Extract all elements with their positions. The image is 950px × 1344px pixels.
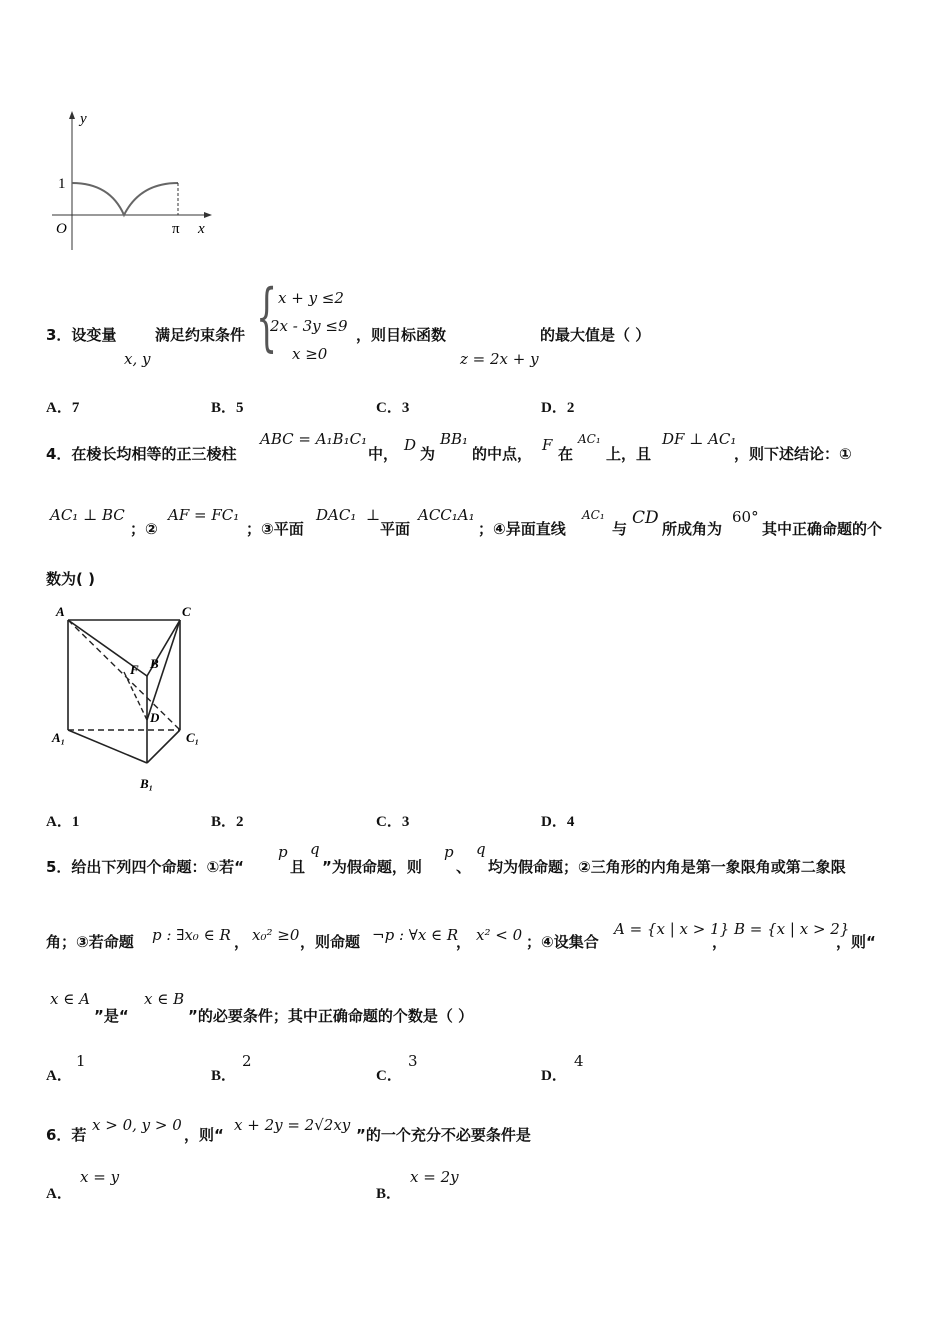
q5-option-c-label[interactable]: C． bbox=[376, 1068, 402, 1084]
q5-x-squared: x² < 0 bbox=[476, 926, 523, 944]
q5-q2: q bbox=[476, 840, 486, 858]
q5-q: q bbox=[310, 840, 320, 858]
q5-p2: p bbox=[444, 843, 454, 861]
q4-segment-bb1: BB₁ bbox=[440, 430, 469, 448]
tick-one: 1 bbox=[58, 176, 66, 192]
q4-text-2: 中， bbox=[368, 445, 399, 463]
y-axis-label: y bbox=[80, 111, 87, 127]
q5-text-3: ”为假命题，则 bbox=[322, 858, 422, 876]
q3-number-text: 3．设变量 bbox=[46, 326, 117, 344]
q4-text-1: 4．在棱长均相等的正三棱柱 bbox=[46, 445, 237, 463]
x-axis-label: x bbox=[198, 221, 205, 237]
q4-option-c[interactable]: C．3 bbox=[376, 814, 410, 830]
q4-text-13: 所成角为 bbox=[662, 520, 723, 538]
q4-angle-60: 60° bbox=[732, 508, 759, 526]
q4-prism-name: ABC = A₁B₁C₁ bbox=[260, 430, 368, 448]
q4-option-d[interactable]: D．4 bbox=[541, 814, 575, 830]
vertex-b: B bbox=[150, 656, 159, 671]
q5-x-in-b: x ∈ B bbox=[144, 990, 185, 1008]
q5-p: p bbox=[278, 843, 288, 861]
q5-set-b: B = {x | x > 2} bbox=[734, 920, 850, 938]
q5-line2-b: ， bbox=[234, 933, 250, 951]
function-graph bbox=[40, 105, 220, 255]
q5-x0-squared: x₀² ≥0 bbox=[252, 926, 300, 944]
q3-option-d[interactable]: D．2 bbox=[541, 400, 575, 416]
q4-perp-condition: DF ⊥ AC₁ bbox=[662, 430, 737, 448]
q5-line2-g: ，则“ bbox=[836, 933, 876, 951]
q5-line3-a: ”是“ bbox=[94, 1007, 129, 1025]
q4-text-14: 其中正确命题的个 bbox=[762, 520, 883, 538]
q6-option-b-label[interactable]: B． bbox=[376, 1186, 402, 1202]
q3-option-a[interactable]: A．7 bbox=[46, 400, 80, 416]
q5-prop-p: p : ∃x₀ ∈ R bbox=[152, 926, 231, 944]
q4-text-7: ，则下述结论：① bbox=[734, 445, 852, 463]
q5-line3-b: ”的必要条件；其中正确命题的个数是（ ） bbox=[188, 1007, 474, 1025]
q4-perp-symbol: ⊥ bbox=[366, 506, 381, 524]
q5-line2-c: ，则命题 bbox=[300, 933, 361, 951]
q5-line2-a: 角；③若命题 bbox=[46, 933, 134, 951]
q5-line2-f: ， bbox=[712, 933, 728, 951]
origin-label: O bbox=[56, 221, 67, 237]
q5-text-1: 5．给出下列四个命题：①若“ bbox=[46, 858, 244, 876]
q4-option-a[interactable]: A．1 bbox=[46, 814, 80, 830]
q4-text-10: 平面 bbox=[380, 520, 411, 538]
vertex-c: C bbox=[182, 604, 191, 619]
q5-text-2: 且 bbox=[290, 858, 306, 876]
q6-text-2: ，则“ bbox=[184, 1126, 224, 1144]
constraint-3: x ≥0 bbox=[292, 345, 328, 363]
q3-mid2-text: ，则目标函数 bbox=[356, 326, 447, 344]
q5-text-4: 、 bbox=[456, 858, 472, 876]
q5-text-5: 均为假命题；②三角形的内角是第一象限角或第二象限 bbox=[488, 858, 846, 876]
q5-line2-e: ；④设集合 bbox=[526, 933, 599, 951]
vertex-b1: B₁ bbox=[140, 776, 154, 791]
q4-text-5: 在 bbox=[558, 445, 574, 463]
prism-figure bbox=[46, 600, 216, 795]
q5-option-a-label[interactable]: A． bbox=[46, 1068, 72, 1084]
q5-option-c-value[interactable]: 3 bbox=[408, 1052, 418, 1070]
q5-line2-d: ， bbox=[456, 933, 472, 951]
q5-x-in-a: x ∈ A bbox=[50, 990, 90, 1008]
q4-line-ac1: AC₁ bbox=[582, 508, 605, 522]
vertex-a: A bbox=[56, 604, 65, 619]
tick-pi: π bbox=[172, 221, 180, 237]
q4-option-b[interactable]: B．2 bbox=[211, 814, 244, 830]
q4-plane-acc1a1: ACC₁A₁ bbox=[418, 506, 475, 524]
q5-option-d-value[interactable]: 4 bbox=[574, 1052, 584, 1070]
q3-option-b[interactable]: B．5 bbox=[211, 400, 244, 416]
q6-text-3: ”的一个充分不必要条件是 bbox=[356, 1126, 531, 1144]
objective-function: z = 2x + y bbox=[460, 350, 539, 368]
q4-text-8: ；② bbox=[130, 520, 158, 538]
q6-option-b-value[interactable]: x = 2y bbox=[410, 1168, 459, 1186]
q5-option-d-label[interactable]: D． bbox=[541, 1068, 567, 1084]
q4-text-12: 与 bbox=[612, 520, 628, 538]
q4-text-4: 的中点， bbox=[472, 445, 533, 463]
q6-condition: x > 0, y > 0 bbox=[92, 1116, 182, 1134]
q4-point-d: D bbox=[404, 436, 417, 454]
vertex-c1: C₁ bbox=[186, 730, 200, 745]
q6-text-1: 6．若 bbox=[46, 1126, 87, 1144]
q4-text-11: ；④异面直线 bbox=[478, 520, 566, 538]
q3-vars: x, y bbox=[124, 350, 151, 368]
constraint-2: 2x - 3y ≤9 bbox=[270, 317, 348, 335]
q6-option-a-value[interactable]: x = y bbox=[80, 1168, 120, 1186]
q5-set-a: A = {x | x > 1} bbox=[614, 920, 730, 938]
q6-option-a-label[interactable]: A． bbox=[46, 1186, 72, 1202]
q3-tail-text: 的最大值是（ ） bbox=[540, 326, 651, 344]
q4-text-3: 为 bbox=[420, 445, 436, 463]
q5-option-a-value[interactable]: 1 bbox=[76, 1052, 86, 1070]
q4-plane-dac1: DAC₁ bbox=[316, 506, 357, 524]
q5-neg-p: ¬p : ∀x ∈ R bbox=[372, 926, 459, 944]
q5-option-b-label[interactable]: B． bbox=[211, 1068, 237, 1084]
q6-equation: x + 2y = 2√2xy bbox=[234, 1116, 351, 1134]
left-brace: { bbox=[256, 274, 278, 360]
q4-text-15: 数为( ) bbox=[46, 570, 95, 588]
q3-option-c[interactable]: C．3 bbox=[376, 400, 410, 416]
constraint-1: x + y ≤2 bbox=[278, 289, 344, 307]
point-f: F bbox=[130, 662, 139, 677]
q4-text-6: 上，且 bbox=[606, 445, 652, 463]
vertex-a1: A₁ bbox=[52, 730, 66, 745]
q3-mid-text: 满足约束条件 bbox=[155, 326, 246, 344]
q4-text-9: ；③平面 bbox=[246, 520, 304, 538]
q4-segment-ac1: AC₁ bbox=[578, 432, 601, 446]
q5-option-b-value[interactable]: 2 bbox=[242, 1052, 252, 1070]
q4-point-f: F bbox=[542, 436, 553, 454]
point-d: D bbox=[150, 710, 160, 725]
q4-line-cd: CD bbox=[632, 508, 659, 528]
q4-statement-1: AC₁ ⊥ BC bbox=[50, 506, 125, 524]
q4-statement-2: AF = FC₁ bbox=[168, 506, 240, 524]
